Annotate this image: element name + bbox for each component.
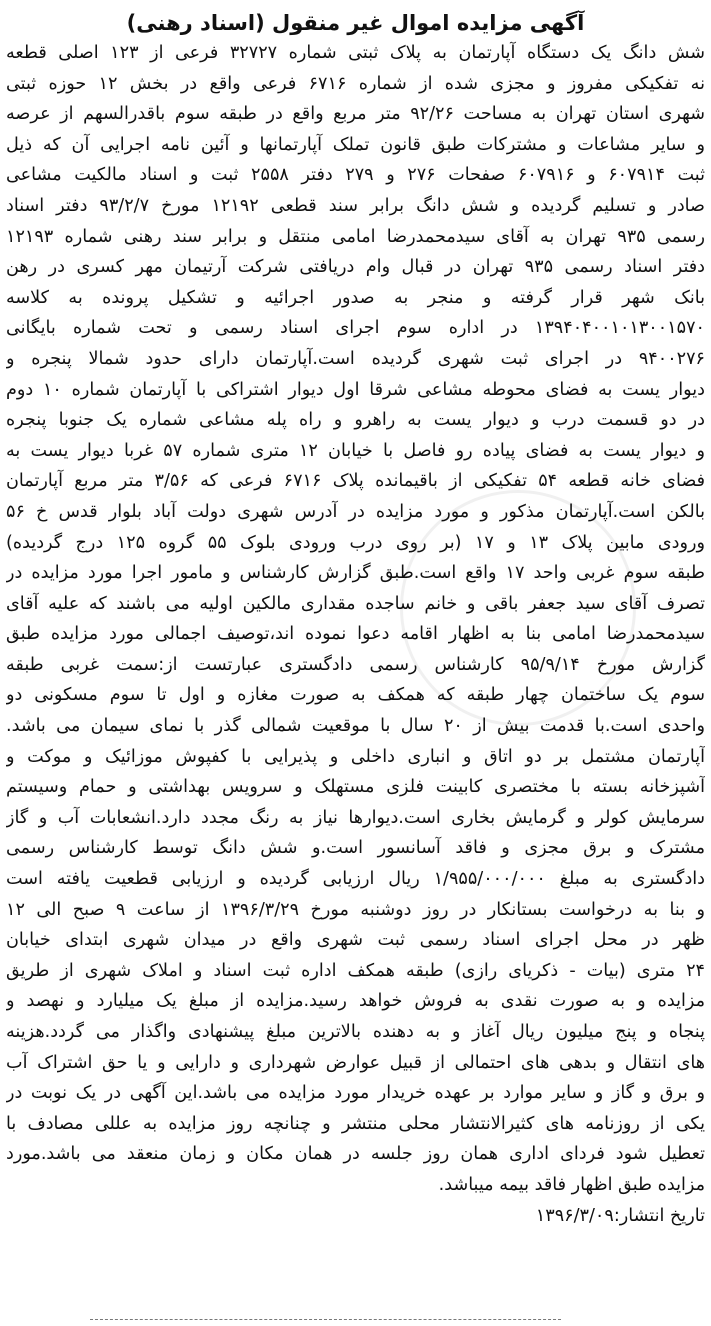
bottom-divider bbox=[90, 1319, 561, 1320]
ad-body-line: فضای خانه قطعه ۵۴ تفکیکی از باقیمانده پلاک ۶۷۱۶ فرعی که ۳/۵۶ متر مربع آپارتمان bbox=[6, 471, 705, 492]
ad-body-line: بالکن است.آپارتمان مذکور و مورد مزایده در آدرس شهری دولت آباد بلوار قدس خ ۵۶ bbox=[6, 501, 705, 522]
ad-body-line: ورودی مابین پلاک ۱۳ و ۱۷ (بر روی درب ورودی بلوک ۵۵ گروه ۱۲۵ درج گردیده) bbox=[6, 532, 705, 553]
ad-body-line: گزارش مورخ ۹۵/۹/۱۴ کارشناس رسمی دادگستری عبارتست از:سمت غربی طبقه bbox=[6, 654, 705, 675]
ad-body-line: شهری استان تهران به مساحت ۹۲/۲۶ متر مربع واقع در طبقه سوم باقدرالسهم از عرصه bbox=[6, 104, 705, 125]
top-cut-text bbox=[156, 0, 535, 8]
ad-body-line: آشپزخانه بسته با مختصری کابینت فلزی مستهلک و سرویس بهداشتی و حمام وسیستم bbox=[6, 777, 705, 798]
ad-body-line: ظهر در محل اجرای اسناد رسمی ثبت شهری واقع در میدان شهری ابتدای خیابان bbox=[6, 930, 705, 951]
ad-body-line: نه تفکیکی مفروز و مجزی شده از شماره ۶۷۱۶ فرعی واقع در بخش ۱۲ حوزه ثبتی bbox=[6, 73, 705, 94]
ad-body-line: تصرف آقای سید جعفر باقی و خانم ساجده مقداری مالکین اولیه می باشند که علیه آقای bbox=[6, 593, 705, 614]
ad-body-line: سرمایش کولر و گرمایش بخاری است.دیوارها نیاز به رنگ مجدد دارد.انشعابات آب و گاز bbox=[6, 807, 705, 828]
ad-body-line: ۲۴ متری (بیات - ذکریای رازی) طبقه همکف اداره ثبت اسناد و املاک شهری از طریق bbox=[6, 960, 705, 981]
ad-body-line: پنجاه و پنج میلیون ریال آغاز و به دهنده بالاترین مبلغ پیشنهادی واگذار می گردد.هزینه bbox=[6, 1022, 705, 1042]
publication-date: تاریخ انتشار:۱۳۹۶/۳/۰۹ bbox=[535, 1205, 705, 1226]
ad-body-line: آپارتمان مشتمل بر دو اتاق و انباری داخلی و پذیرایی با کفپوش موزائیک و موکت و bbox=[6, 746, 705, 767]
ad-body-line: و برق و گاز و سایر موارد بر عهده خریدار مورد مزایده می باشد.این آگهی در یک نوبت در bbox=[6, 1083, 705, 1104]
ad-body-line: یکی از روزنامه های کثیرالانتشار محلی منتشر و چنانچه روز مزایده به عللی مصادف با bbox=[6, 1113, 705, 1134]
ad-body-line: مشترک و برق مجزی و فاقد آسانسور است.و شش دانگ توسط کارشناس رسمی bbox=[6, 838, 705, 859]
ad-body-line: واحدی است.با قدمت بیش از ۲۰ سال با موقعیت شمالی گذر با نمای سیمان می باشد. bbox=[6, 716, 705, 737]
ad-body-line: مزایده و به صورت نقدی به فروش خواهد رسید.مزایده از مبلغ یک میلیارد و نهصد و bbox=[6, 991, 705, 1012]
ad-body-line: سیدمحمدرضا امامی بنا به اظهار اقامه دعوا نموده اند،توصیف اجمالی مورد مزایده طبق bbox=[6, 624, 705, 645]
ad-body-line: و بنا به درخواست بستانکار در روز دوشنبه مورخ ۱۳۹۶/۳/۲۹ از ساعت ۹ صبح الی ۱۲ bbox=[6, 899, 705, 920]
ad-body-line: بانک شهر قرار گرفته و منجر به صدور اجرائیه و تشکیل پرونده به کلاسه bbox=[6, 287, 705, 308]
ad-body-line: دادگستری به مبلغ ۱/۹۵۵/۰۰۰/۰۰۰ ریال ارزیابی گردیده و ارزیابی قطعیت یافته است bbox=[6, 869, 705, 890]
ad-body-line: شش دانگ یک دستگاه آپارتمان به پلاک ثبتی شماره ۳۲۷۲۷ فرعی از ۱۲۳ اصلی قطعه bbox=[6, 43, 705, 63]
ad-body-line: دفتر اسناد رسمی ۹۳۵ تهران در قبال وام دریافتی شرکت آرتیمان مهر کسری در رهن bbox=[6, 257, 705, 278]
ad-body-line: در دو قسمت درب و دیوار یست به راهرو و راه پله مشاعی شماره یک جنوبا پنجره bbox=[6, 410, 705, 431]
ad-body-line: و دیوار یست به فضای پیاده رو فاصل با خیابان ۱۲ متری شماره ۵۷ غربا دیوار یست به bbox=[6, 440, 705, 461]
ad-body-line: دیوار یست به فضای محوطه مشاعی شرقا اول دیوار اشتراکی با آپارتمان شماره ۱۰ دوم bbox=[6, 379, 705, 400]
ad-body-line: تعطیل شود فردای اداری همان روز جلسه در همان مکان و زمان منعقد می باشد.مورد bbox=[6, 1144, 705, 1165]
ad-body-line: ۱۳۹۴۰۴۰۰۱۰۱۳۰۰۱۵۷۰ در اداره سوم اجرای اسناد رسمی و تحت شماره بایگانی bbox=[6, 318, 705, 339]
ad-body-line: صادر و تسلیم گردیده و شش دانگ برابر سند قطعی ۱۲۱۹۲ مورخ ۹۳/۲/۷ دفتر اسناد bbox=[6, 195, 705, 216]
ad-body-line: مزایده طبق اظهار فاقد بیمه میباشد. bbox=[438, 1174, 705, 1195]
ad-body-line: رسمی ۹۳۵ تهران به آقای سیدمحمدرضا امامی منتقل و برابر سند رهنی شماره ۱۲۱۹۳ bbox=[6, 226, 705, 247]
ad-body bbox=[6, 38, 705, 1201]
ad-body-line: سوم یک ساختمان چهار طبقه که همکف به صورت مغازه و اول تا سوم مسکونی دو bbox=[6, 685, 705, 706]
ad-body-line: های انتقال و بدهی های احتمالی از قبیل عوارض شهرداری و دارایی و یا حق اشتراک آب bbox=[6, 1052, 705, 1073]
ad-title: آگهی مزایده اموال غیر منقول (اسناد رهنی) bbox=[126, 11, 585, 35]
ad-body-line: و سایر مشاعات و مشترکات طبق قانون تملک آپارتمانها و آئین نامه اجرایی آن که ذیل bbox=[6, 134, 705, 155]
ad-body-line: ثبت ۶۰۷۹۱۴ و ۶۰۷۹۱۶ صفحات ۲۷۶ و ۲۷۹ دفتر ۲۵۵۸ ثبت و اسناد مالکیت مشاعی bbox=[6, 165, 705, 186]
ad-body-line: ۹۴۰۰۲۷۶ در اجرای ثبت شهری گردیده است.آپارتمان دارای حدود شمالا پنجره و bbox=[6, 348, 705, 369]
ad-body-line: طبقه سوم غربی واحد ۱۷ واقع است.طبق گزارش کارشناس و مامور اجرا مورد مزایده در bbox=[6, 563, 705, 584]
